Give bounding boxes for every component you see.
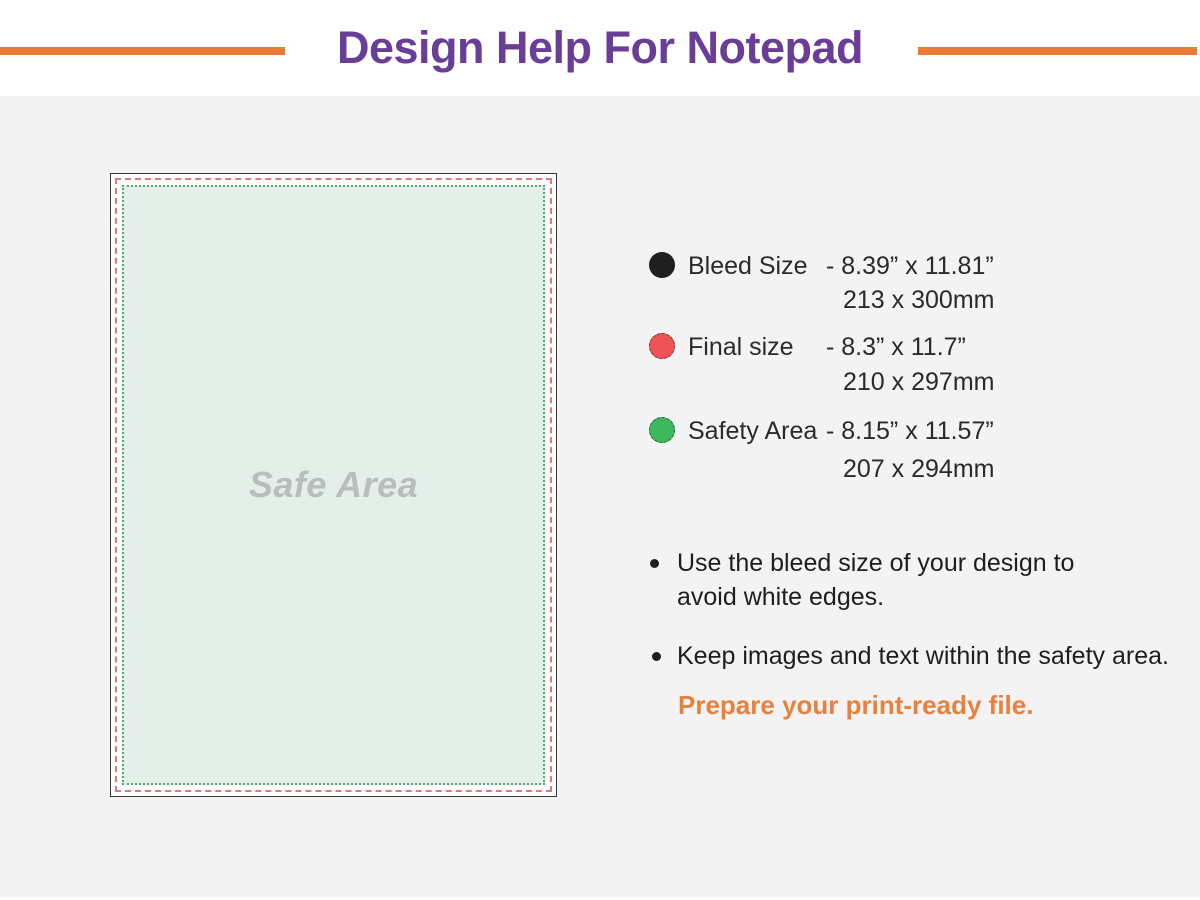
- content-area: [0, 96, 1200, 897]
- safety-area-inches: - 8.15” x 11.57”: [826, 417, 994, 445]
- bleed-size-mm: 213 x 300mm: [843, 286, 995, 314]
- bullet-icon-2: [652, 652, 661, 661]
- safety-area-label: Safety Area: [688, 417, 818, 445]
- notepad-template-diagram: [110, 173, 557, 797]
- note-bleed-usage: Use the bleed size of your design to avoid white edges.: [677, 549, 1075, 611]
- final-size-mm: 210 x 297mm: [843, 368, 995, 396]
- bullet-icon-1: [650, 559, 659, 568]
- safety-area-dot-icon: [649, 417, 675, 443]
- safety-area-mm: 207 x 294mm: [843, 455, 995, 483]
- safety-area-outline: [122, 185, 545, 785]
- note-safety-usage: Keep images and text within the safety area.: [677, 642, 1169, 670]
- safe-area-label: Safe Area: [248, 464, 419, 505]
- bleed-size-dot-icon: [649, 252, 675, 278]
- bleed-size-label: Bleed Size: [688, 252, 808, 280]
- print-ready-cta: Prepare your print-ready file.: [678, 690, 1034, 720]
- final-size-label: Final size: [688, 333, 794, 361]
- final-size-outline: [115, 178, 552, 792]
- page-title: Design Help For Notepad: [336, 22, 864, 73]
- final-size-inches: - 8.3” x 11.7”: [826, 333, 966, 361]
- final-size-dot-icon: [649, 333, 675, 359]
- bleed-size-inches: - 8.39” x 11.81”: [826, 252, 994, 280]
